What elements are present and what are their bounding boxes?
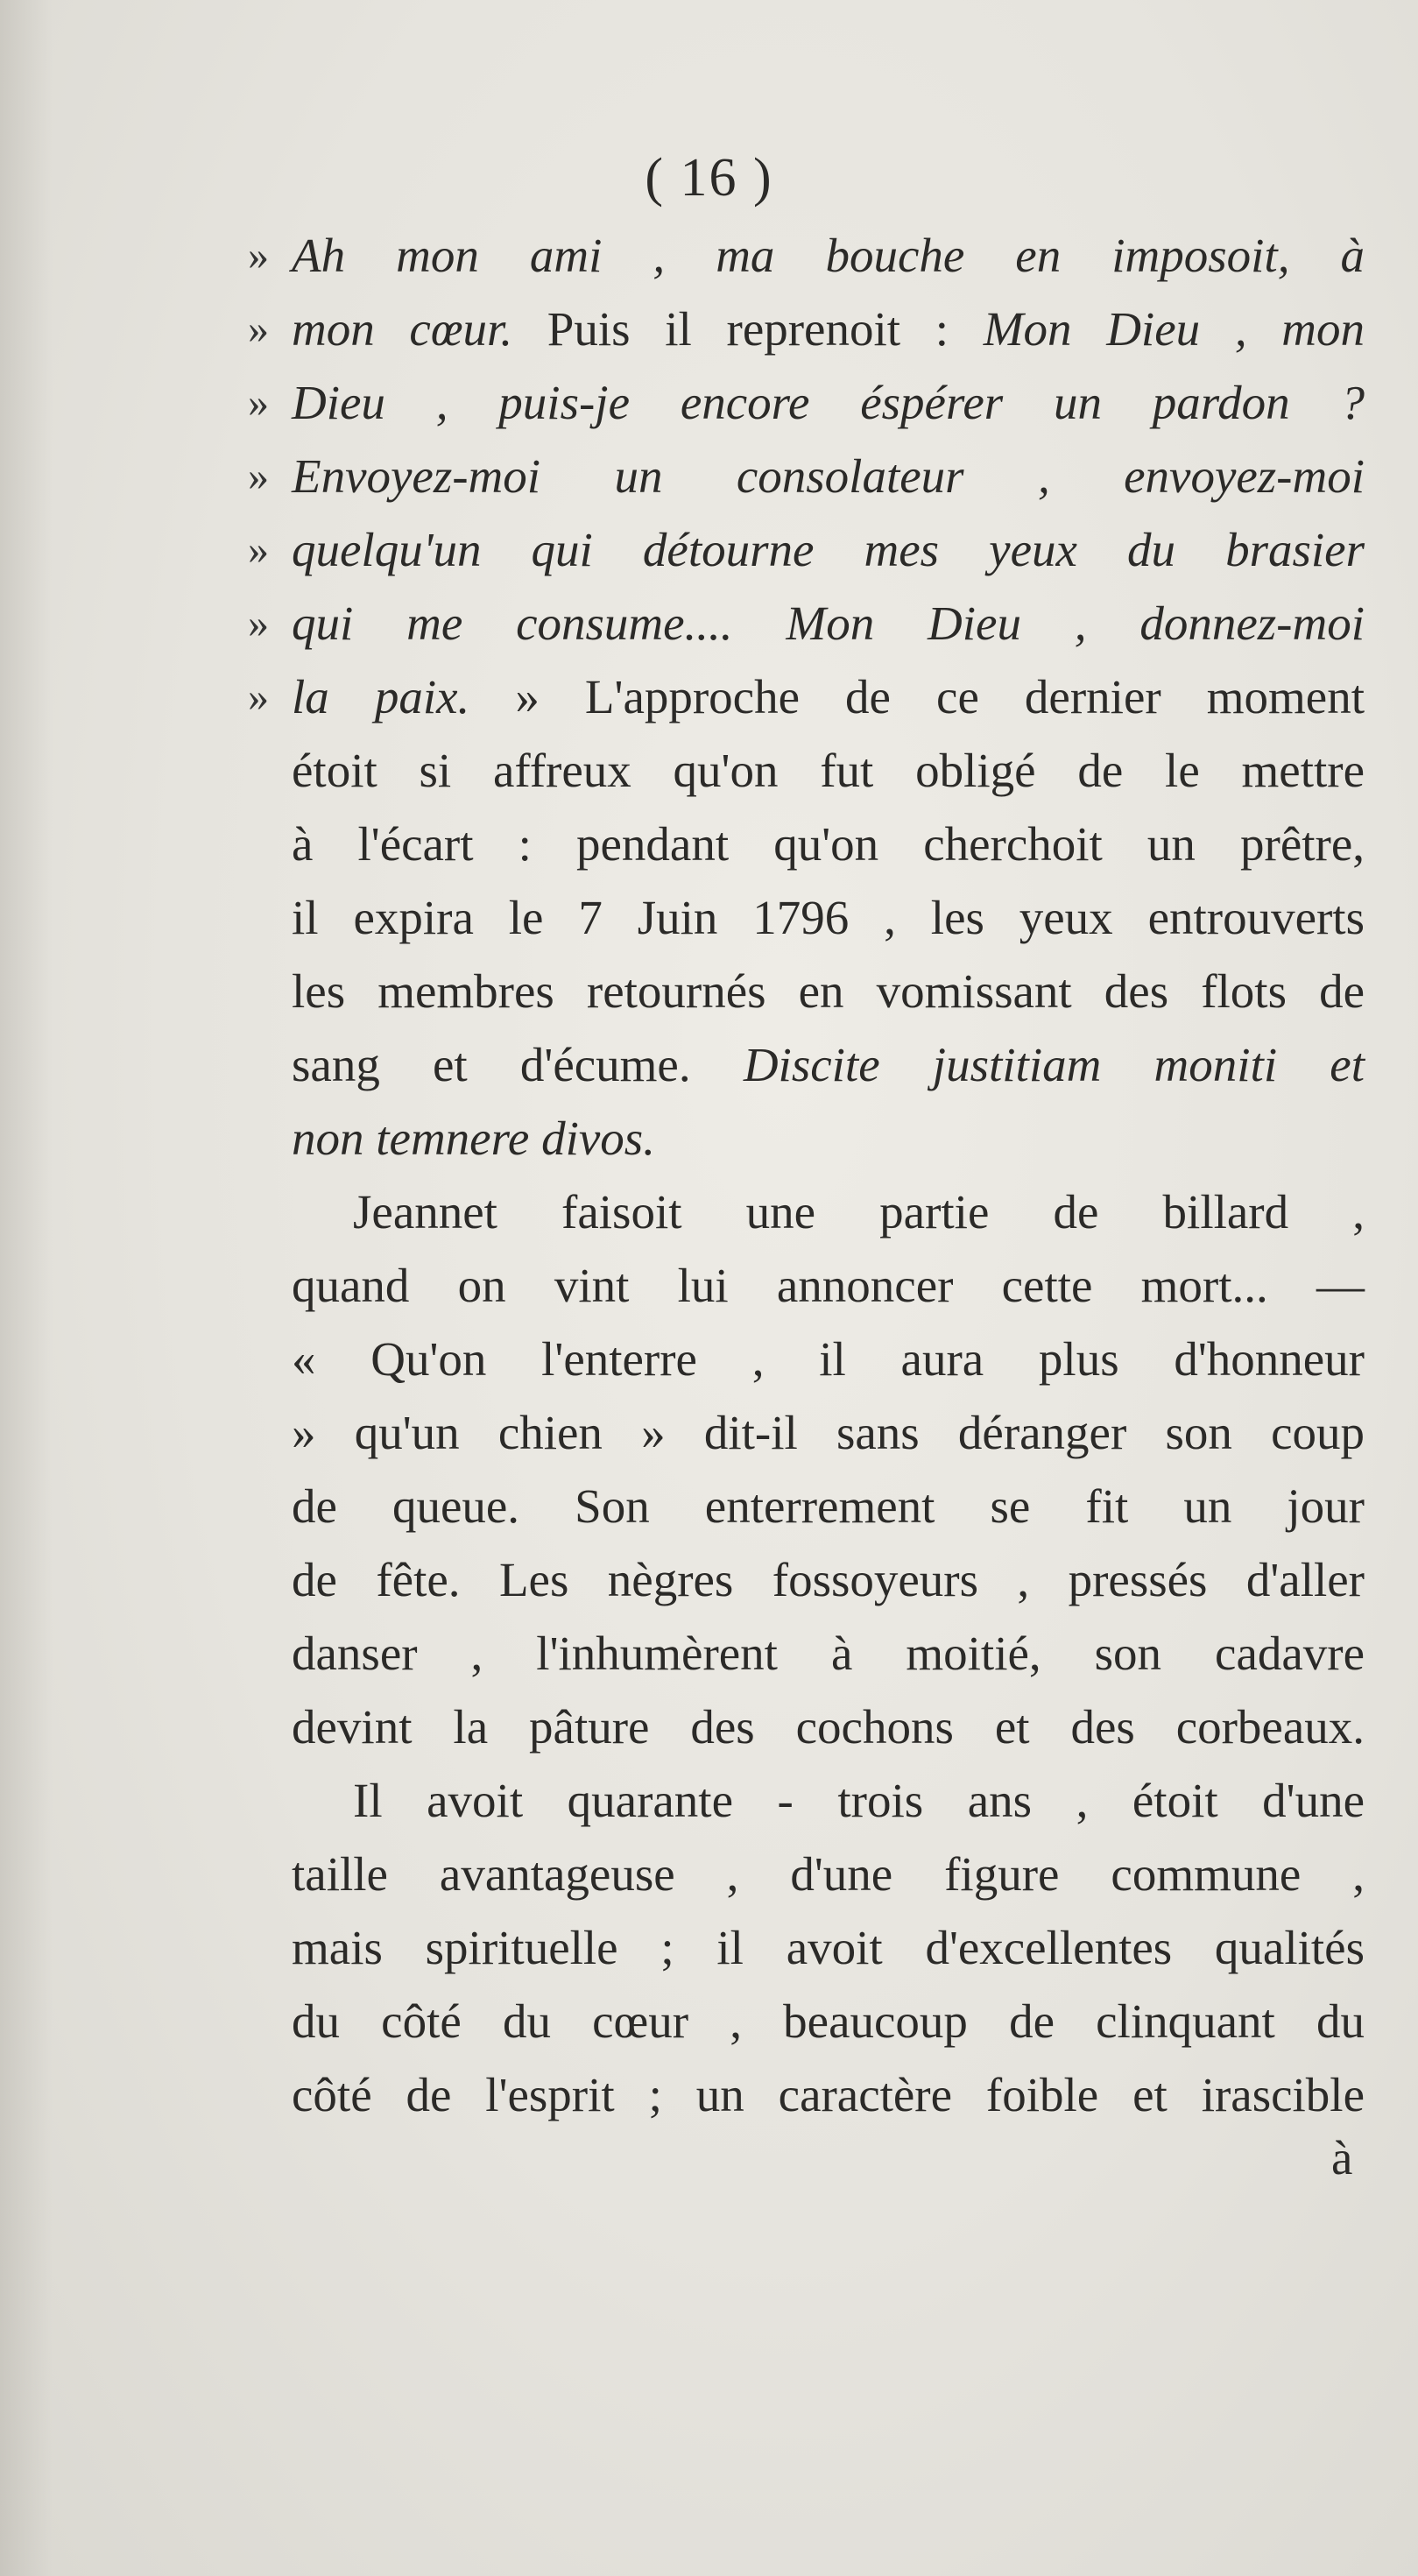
italic-text: non temnere divos. [292,1112,655,1165]
text-line [292,1911,1365,1985]
italic-text: Ah mon ami , ma bouche en imposoit, à [292,229,1365,282]
roman-text: mais spirituelle ; il avoit d'excellentes qualités [292,1921,1365,1974]
text-line [248,513,1365,587]
text-line [292,1102,1365,1175]
quote-mark: » [248,674,269,720]
quote-mark: » [248,600,269,646]
roman-text: de fête. Les nègres fossoyeurs , pressés d'aller [292,1553,1365,1606]
roman-text: il expira le 7 Juin 1796 , les yeux entrouverts [292,891,1365,944]
italic-text: qui me consume.... Mon Dieu , donnez-moi [292,596,1365,650]
roman-text: Il avoit quarante - trois ans , étoit d'une [353,1774,1365,1827]
text-line [292,1985,1365,2058]
text-line [292,1838,1365,1911]
italic-text: Mon Dieu , mon [983,302,1365,356]
roman-text: » qu'un chien » dit-il sans déranger son coup [292,1406,1365,1459]
quote-mark: » [248,453,269,499]
roman-text: du côté du cœur , beaucoup de clinquant du [292,1994,1365,2048]
italic-text: mon cœur. [292,302,513,356]
quote-mark: » [248,526,269,573]
text-line [292,1543,1365,1617]
roman-text: côté de l'esprit ; un caractère foible et irascible [292,2068,1365,2121]
italic-text: quelqu'un qui détourne mes yeux du brasier [292,523,1365,576]
text-line [248,366,1365,440]
italic-text: la paix. [292,670,470,723]
text-line [248,587,1365,660]
roman-text: les membres retournés en vomissant des flots de [292,964,1365,1018]
page-gutter-shadow [0,0,53,2576]
quote-mark: » [248,379,269,426]
text-line [292,955,1365,1028]
text-line [292,881,1365,955]
catchword: à [1331,2131,1353,2184]
roman-text: devint la pâture des cochons et des corbeaux. [292,1700,1365,1754]
roman-text: sang et d'écume. [292,1038,744,1091]
text-line [292,1323,1365,1396]
text-line [292,1617,1365,1690]
text-line [292,1249,1365,1323]
roman-text: danser , l'inhumèrent à moitié, son cadavre [292,1627,1365,1680]
body-text [248,219,1365,2132]
quote-mark: » [248,232,269,279]
roman-text: quand on vint lui annoncer cette mort... — [292,1259,1365,1312]
roman-text: à l'écart : pendant qu'on cherchoit un prêtre, [292,817,1365,871]
text-line [248,219,1365,293]
text-line [292,1028,1365,1102]
text-line [292,1175,1365,1249]
text-line [248,293,1365,366]
roman-text: Jeannet faisoit une partie de billard , [353,1185,1365,1239]
italic-text: Envoyez-moi un consolateur , envoyez-moi [292,449,1365,503]
roman-text: « Qu'on l'enterre , il aura plus d'honneur [292,1332,1365,1386]
quote-mark: » [248,306,269,352]
page-number: ( 16 ) [645,148,773,208]
text-line [292,808,1365,881]
text-line [292,734,1365,808]
roman-text: taille avantageuse , d'une figure commune , [292,1847,1365,1901]
text-line [248,660,1365,734]
roman-text: de queue. Son enterrement se fit un jour [292,1479,1365,1533]
text-line [292,1396,1365,1470]
italic-text: Dieu , puis-je encore éspérer un pardon ? [292,376,1365,429]
text-line [292,1470,1365,1543]
roman-text: étoit si affreux qu'on fut obligé de le mettre [292,744,1365,797]
text-line [292,1764,1365,1838]
roman-text: » L'approche de ce dernier moment [469,670,1365,723]
text-line [248,440,1365,513]
roman-text: Puis il reprenoit : [512,302,984,356]
text-line [292,1690,1365,1764]
italic-text: Discite justitiam moniti et [743,1038,1365,1091]
text-line [292,2058,1365,2132]
